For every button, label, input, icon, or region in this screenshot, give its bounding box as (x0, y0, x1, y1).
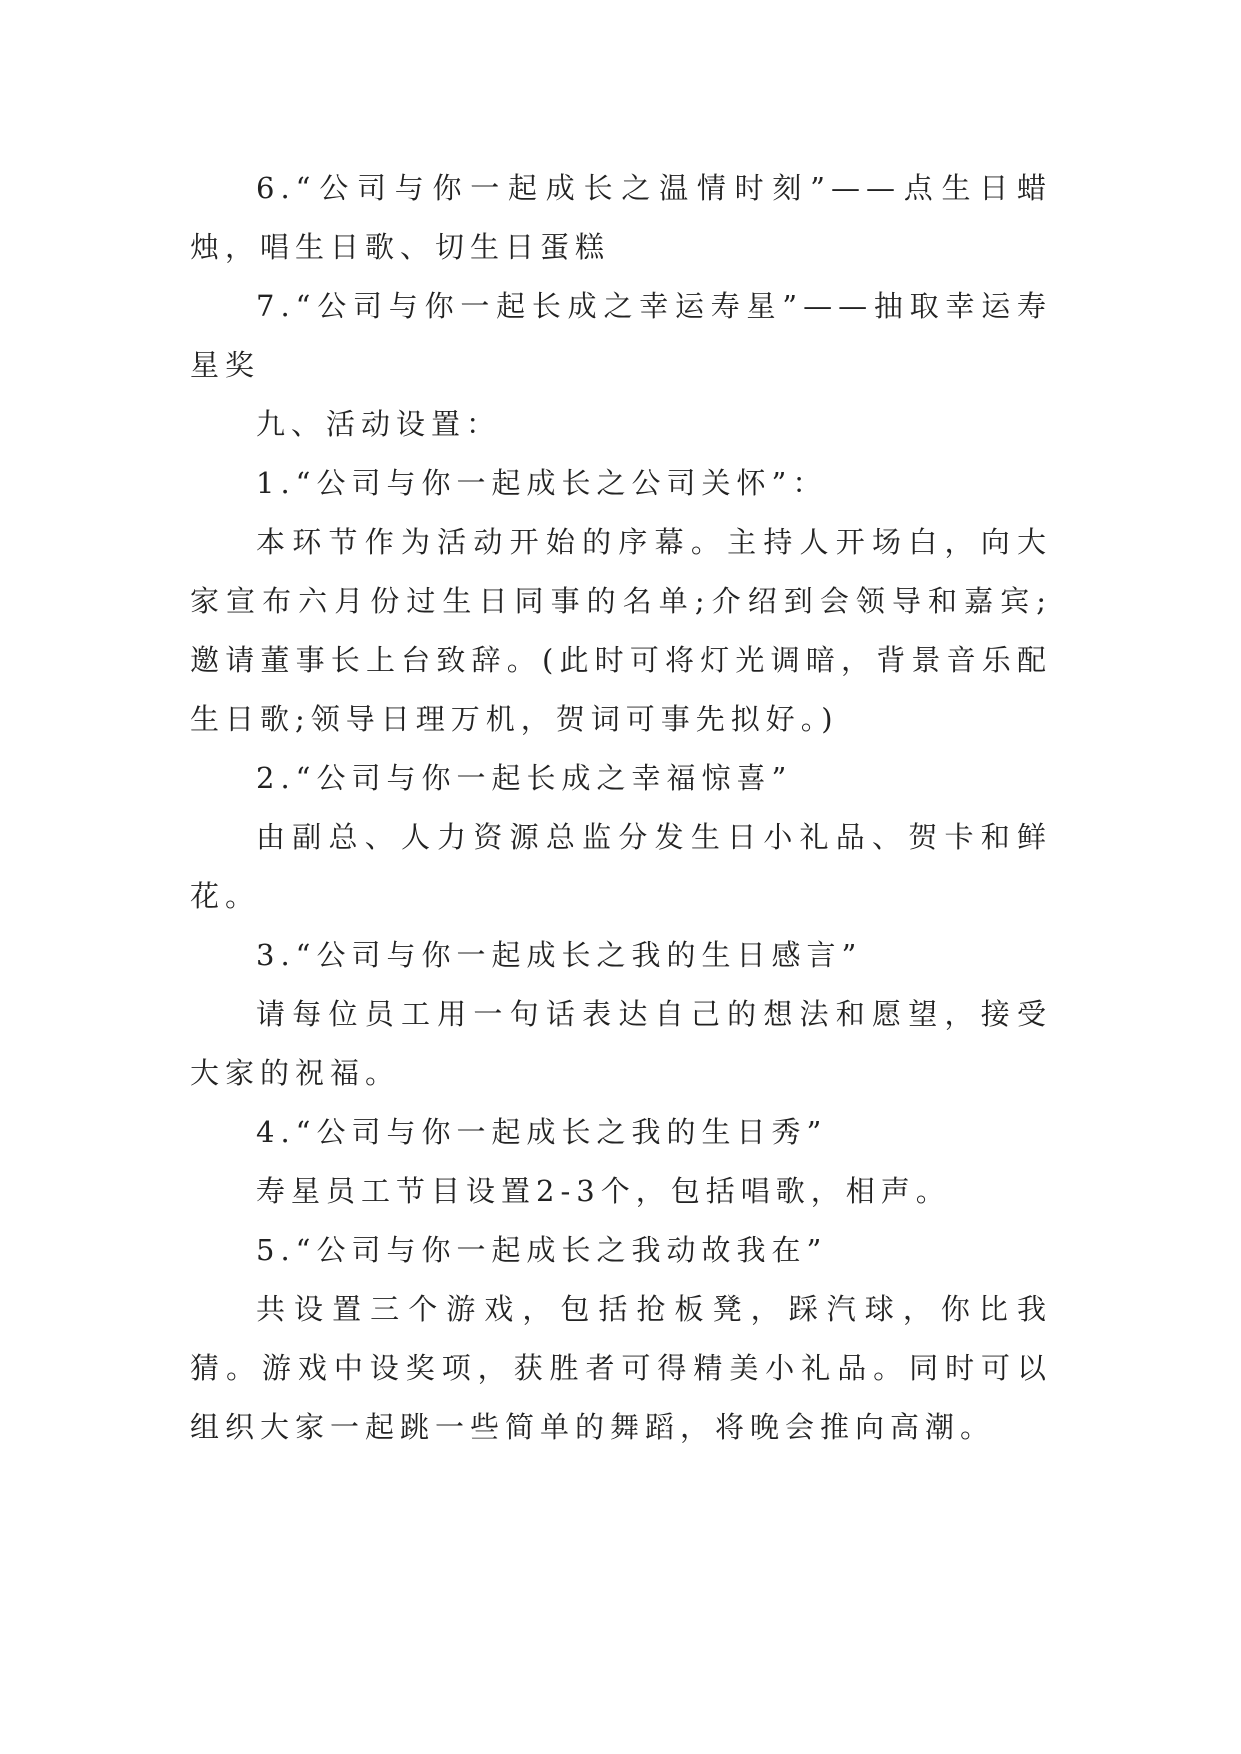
paragraph-item-5-games: 5.“公司与你一起成长之我动故我在” (256, 1233, 828, 1267)
paragraph-games-description: 共设置三个游戏，包括抢板凳，踩汽球，你比我猜。游戏中设奖项，获胜者可得精美小礼品。同时可以组织大家一起跳一些简单的舞蹈，将晚会推向高潮。 (190, 1292, 1052, 1444)
section-heading-activity-settings: 九、活动设置： (256, 407, 502, 441)
paragraph-birthday-speech-description: 请每位员工用一句话表达自己的想法和愿望，接受大家的祝福。 (190, 997, 1052, 1090)
paragraph-happy-surprise-description: 由副总、人力资源总监分发生日小礼品、贺卡和鲜花。 (190, 820, 1052, 913)
paragraph-company-care-description: 本环节作为活动开始的序幕。主持人开场白，向大家宣布六月份过生日同事的名单;介绍到会领导和嘉宾;邀请董事长上台致辞。(此时可将灯光调暗，背景音乐配生日歌;领导日理万机，贺词可事先拟好。) (190, 525, 1052, 736)
document-body (190, 159, 1052, 1457)
paragraph-item-6-warm-moment: 6.“公司与你一起成长之温情时刻”——点生日蜡烛，唱生日歌、切生日蛋糕 (190, 171, 1052, 264)
paragraph-birthday-show-description: 寿星员工节目设置2-3个，包括唱歌，相声。 (256, 1174, 951, 1208)
paragraph-item-7-lucky-star: 7.“公司与你一起长成之幸运寿星”——抽取幸运寿星奖 (190, 289, 1052, 382)
paragraph-item-4-birthday-show: 4.“公司与你一起成长之我的生日秀” (256, 1115, 828, 1149)
paragraph-item-1-company-care: 1.“公司与你一起成长之公司关怀”： (256, 466, 828, 500)
paragraph-item-3-birthday-speech: 3.“公司与你一起成长之我的生日感言” (256, 938, 863, 972)
paragraph-item-2-happy-surprise: 2.“公司与你一起长成之幸福惊喜” (256, 761, 793, 795)
